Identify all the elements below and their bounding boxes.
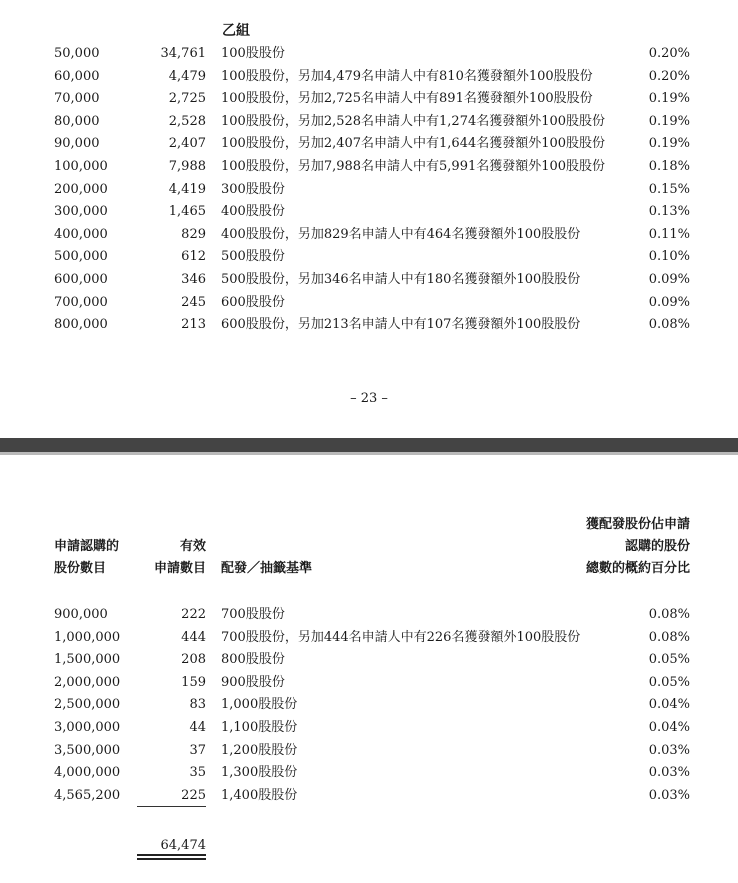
percentage-cell: 0.19% [648, 91, 690, 107]
percentage-cell: 0.03% [648, 765, 690, 781]
percentage-cell: 0.04% [648, 697, 690, 713]
header-approx-percentage: 獲配發股份佔申請 認購的股份 總數的概約百分比 [585, 517, 690, 576]
valid-applications-cell: 225 [181, 787, 206, 803]
shares-applied-cell: 1,000,000 [54, 629, 121, 645]
valid-applications-cell: 444 [181, 629, 206, 645]
table-row [0, 271, 738, 289]
percentage-cell: 0.10% [648, 249, 690, 265]
valid-applications-cell: 829 [181, 226, 206, 242]
total-double-rule-upper [137, 854, 206, 856]
table-row [0, 113, 738, 131]
shares-applied-cell: 700,000 [54, 294, 108, 310]
allotment-basis-cell: 700股股份，另加444名申請人中有226名獲發額外100股股份 [221, 629, 581, 645]
allotment-basis-cell: 700股股份 [221, 607, 285, 622]
shares-applied-cell: 3,500,000 [54, 742, 121, 758]
percentage-cell: 0.05% [648, 652, 690, 668]
shares-applied-cell: 100,000 [54, 159, 108, 174]
percentage-cell: 0.20% [648, 68, 690, 84]
allotment-basis-cell: 400股股份 [221, 204, 285, 220]
percentage-cell: 0.03% [648, 742, 690, 758]
table-row [0, 316, 738, 334]
header-valid-applications: 有效 申請數目 [153, 539, 206, 576]
shares-applied-cell: 90,000 [54, 136, 100, 152]
valid-applications-cell: 346 [181, 272, 206, 287]
table-row [0, 674, 738, 692]
percentage-cell: 0.13% [648, 204, 690, 220]
valid-applications-cell: 245 [181, 294, 206, 310]
allotment-basis-cell: 100股股份，另加7,988名申請人中有5,991名獲發額外100股股份 [221, 159, 606, 174]
valid-applications-cell: 2,528 [168, 113, 206, 129]
group-title: 乙組 [222, 23, 250, 39]
valid-applications-cell: 222 [181, 607, 206, 622]
table-row [0, 203, 738, 221]
valid-applications-cell: 4,419 [168, 181, 206, 197]
shares-applied-cell: 2,500,000 [54, 697, 121, 713]
valid-applications-cell: 2,725 [168, 91, 206, 107]
table-row [0, 135, 738, 153]
percentage-cell: 0.19% [648, 113, 690, 129]
table-row [0, 68, 738, 86]
valid-applications-cell: 213 [181, 317, 206, 333]
percentage-cell: 0.11% [648, 226, 690, 242]
header-allotment-basis: 配發／抽籤基準 [221, 561, 313, 576]
percentage-cell: 0.08% [648, 317, 690, 333]
shares-applied-cell: 400,000 [54, 226, 108, 242]
shares-applied-cell: 800,000 [54, 317, 108, 333]
table-row [0, 742, 738, 760]
table-row [0, 629, 738, 647]
allotment-basis-cell: 100股股份，另加2,407名申請人中有1,644名獲發額外100股股份 [221, 136, 606, 152]
valid-applications-cell: 37 [189, 742, 206, 758]
page-number: – 23 – [350, 391, 388, 406]
allotment-basis-cell: 100股股份，另加4,479名申請人中有810名獲發額外100股股份 [221, 68, 593, 84]
allotment-basis-cell: 1,200股股份 [221, 742, 298, 758]
table-row [0, 787, 738, 805]
valid-applications-cell: 159 [181, 674, 206, 690]
shares-applied-cell: 4,565,200 [54, 787, 121, 803]
percentage-cell: 0.04% [648, 720, 690, 735]
table-row [0, 45, 738, 63]
allotment-basis-cell: 500股股份 [221, 249, 285, 265]
header-shares-applied: 申請認購的 股份數目 [54, 539, 120, 576]
valid-applications-cell: 44 [189, 720, 206, 735]
percentage-cell: 0.18% [648, 159, 690, 174]
allotment-basis-cell: 100股股份，另加2,528名申請人中有1,274名獲發額外100股股份 [221, 113, 606, 129]
table-row [0, 764, 738, 782]
percentage-cell: 0.05% [648, 674, 690, 690]
allotment-basis-cell: 100股股份 [221, 46, 285, 61]
table-row [0, 248, 738, 266]
valid-applications-cell: 1,465 [168, 204, 206, 220]
valid-applications-cell: 612 [181, 249, 206, 265]
valid-applications-cell: 83 [189, 697, 206, 713]
shares-applied-cell: 600,000 [54, 272, 108, 287]
shares-applied-cell: 70,000 [54, 91, 100, 107]
table-row [0, 158, 738, 176]
allotment-basis-cell: 400股股份，另加829名申請人中有464名獲發額外100股股份 [221, 226, 581, 242]
allotment-basis-cell: 1,000股股份 [221, 697, 298, 713]
percentage-cell: 0.09% [648, 272, 690, 287]
table-row [0, 181, 738, 199]
allotment-basis-cell: 100股股份，另加2,725名申請人中有891名獲發額外100股股份 [221, 91, 593, 107]
total-double-rule-lower [137, 858, 206, 860]
table-row [0, 651, 738, 669]
percentage-cell: 0.20% [648, 46, 690, 61]
percentage-cell: 0.08% [648, 607, 690, 622]
allotment-basis-cell: 500股股份，另加346名申請人中有180名獲發額外100股股份 [221, 272, 581, 287]
shares-applied-cell: 50,000 [54, 46, 100, 61]
shares-applied-cell: 4,000,000 [54, 765, 121, 781]
allotment-basis-cell: 300股股份 [221, 181, 285, 197]
table-row [0, 226, 738, 244]
subtotal-rule [137, 806, 206, 807]
shares-applied-cell: 200,000 [54, 181, 108, 197]
allotment-basis-cell: 600股股份 [221, 294, 285, 310]
percentage-cell: 0.03% [648, 787, 690, 803]
allotment-basis-cell: 900股股份 [221, 674, 285, 690]
page-bottom [0, 452, 738, 883]
table-row [0, 606, 738, 624]
shares-applied-cell: 900,000 [54, 607, 108, 622]
valid-applications-cell: 208 [181, 652, 206, 668]
shares-applied-cell: 2,000,000 [54, 674, 121, 690]
shares-applied-cell: 300,000 [54, 204, 108, 220]
percentage-cell: 0.09% [648, 294, 690, 310]
percentage-cell: 0.15% [648, 181, 690, 197]
allotment-basis-cell: 800股股份 [221, 652, 285, 668]
table-row [0, 90, 738, 108]
table-row [0, 719, 738, 737]
valid-applications-cell: 34,761 [160, 46, 206, 61]
valid-applications-cell: 4,479 [168, 68, 206, 84]
shares-applied-cell: 1,500,000 [54, 652, 121, 668]
shares-applied-cell: 80,000 [54, 113, 100, 129]
total-applications: 64,474 [160, 838, 206, 853]
allotment-basis-cell: 600股股份，另加213名申請人中有107名獲發額外100股股份 [221, 317, 581, 333]
page-top [0, 0, 738, 438]
valid-applications-cell: 35 [189, 765, 206, 781]
valid-applications-cell: 2,407 [168, 136, 206, 152]
allotment-basis-cell: 1,100股股份 [221, 720, 298, 735]
table-row [0, 294, 738, 312]
page-separator [0, 438, 738, 452]
allotment-basis-cell: 1,400股股份 [221, 787, 298, 803]
shares-applied-cell: 60,000 [54, 68, 100, 84]
shares-applied-cell: 500,000 [54, 249, 108, 265]
percentage-cell: 0.19% [648, 136, 690, 152]
table-row [0, 696, 738, 714]
valid-applications-cell: 7,988 [168, 159, 206, 174]
allotment-basis-cell: 1,300股股份 [221, 765, 298, 781]
shares-applied-cell: 3,000,000 [54, 720, 121, 735]
percentage-cell: 0.08% [648, 629, 690, 645]
